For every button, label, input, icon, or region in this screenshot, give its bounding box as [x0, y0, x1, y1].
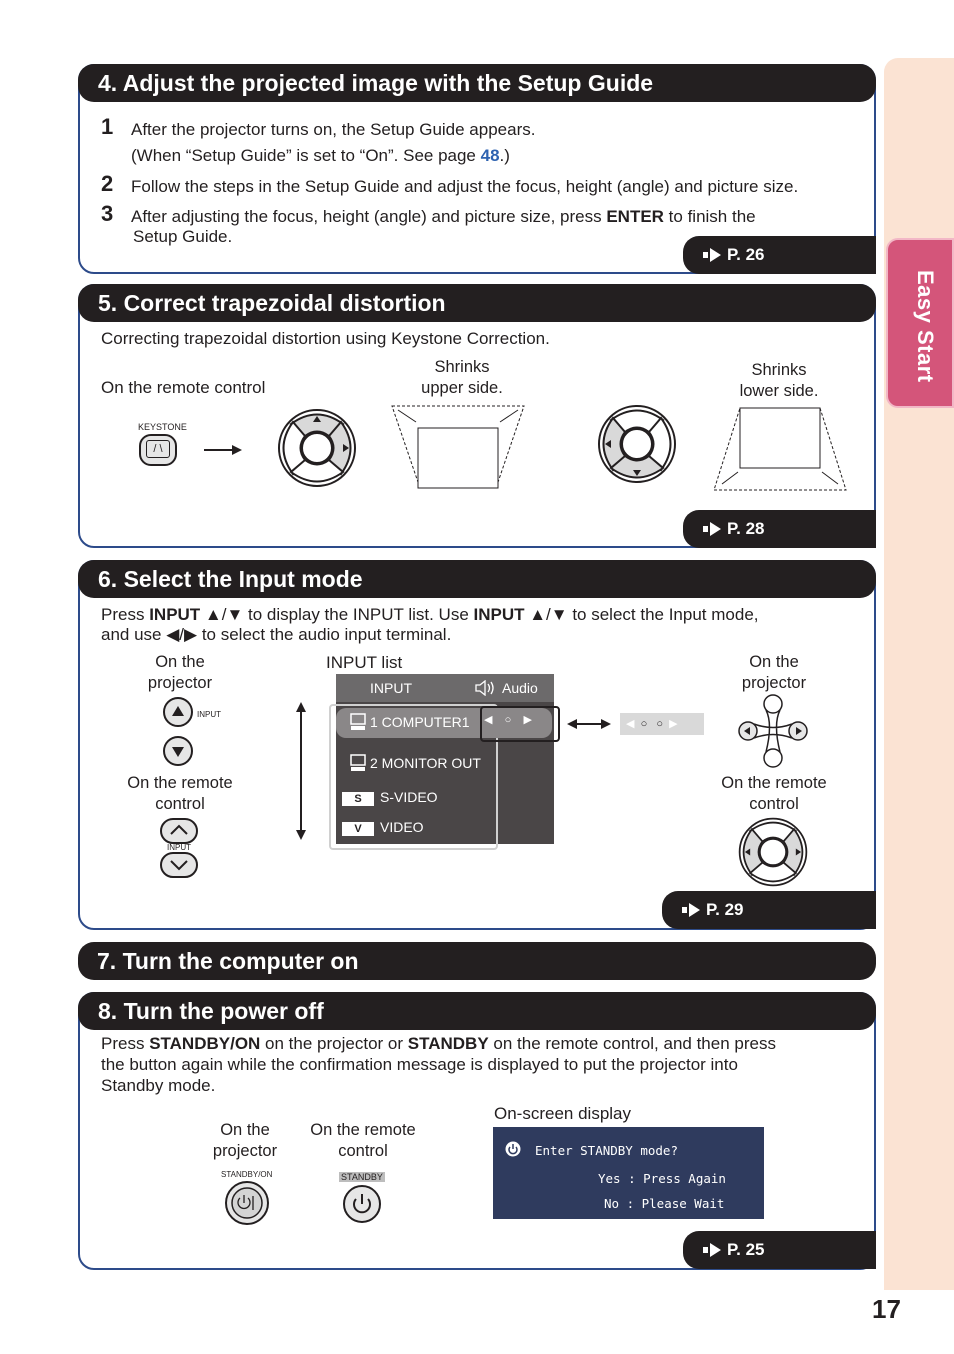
arrow-right-icon — [703, 521, 725, 537]
projector-right-label — [724, 652, 824, 694]
section-6-line2: and use ◀/▶ to select the audio input terminal. — [101, 625, 452, 644]
dpad-down-pressed-icon — [596, 403, 678, 485]
input-item-label-1: 1 COMPUTER1 — [370, 714, 470, 730]
projector-input-up-button[interactable] — [162, 696, 194, 728]
remote-left-label — [115, 773, 245, 815]
ref-p25[interactable] — [683, 1231, 876, 1269]
step-1-note — [131, 145, 510, 166]
audio-terminal-strip: ◀ ○ ○ ▶ — [620, 713, 704, 735]
input-list-header — [336, 674, 554, 702]
s6-input-2: INPUT — [473, 605, 525, 624]
remote-power-label — [300, 1120, 426, 1162]
projector-power-label — [200, 1120, 290, 1162]
section-5-title: 5. Correct trapezoidal distortion — [98, 290, 446, 316]
s8-standby: STANDBY — [407, 1034, 489, 1053]
ref-p29-label: P. 29 — [706, 900, 744, 919]
shrinks-upper-l1: Shrinks — [434, 358, 490, 376]
trapezoid-upper-diagram — [388, 402, 528, 494]
projector-left-label — [130, 652, 230, 694]
section-8-line3: Standby mode. — [101, 1076, 216, 1095]
remote-left-l1: On the remote — [127, 774, 233, 792]
remote-power-l1: On the remote — [310, 1121, 416, 1139]
shrinks-upper-label — [400, 357, 524, 399]
keystone-label: KEYSTONE — [138, 422, 187, 432]
projector-power-l1: On the — [220, 1121, 270, 1139]
s6-l1-e: ▲/▼ to select the Input mode, — [524, 605, 759, 624]
projector-input-small-label: INPUT — [197, 710, 221, 719]
remote-control-label: On the remote control — [101, 378, 266, 397]
section-7-title: 7. Turn the computer on — [97, 948, 359, 974]
horizontal-double-arrow-icon — [567, 717, 611, 731]
speaker-icon — [474, 680, 496, 696]
section-8-line1 — [101, 1033, 776, 1054]
ref-p28-label: P. 28 — [727, 519, 765, 538]
s6-input-1: INPUT — [149, 605, 201, 624]
shrinks-lower-l2: lower side. — [739, 382, 819, 400]
input-item-label-2[interactable]: 2 MONITOR OUT — [370, 755, 481, 771]
shrinks-upper-l2: upper side. — [421, 379, 503, 397]
remote-right-l2: control — [749, 795, 799, 813]
step-3-number: 3 — [101, 201, 114, 226]
projector-left-l1: On the — [155, 653, 205, 671]
step-3-b: to finish the — [663, 207, 756, 226]
projector-arrow-cluster-icon[interactable] — [736, 694, 810, 768]
step-3-text-cont: Setup Guide. — [133, 227, 233, 246]
remote-input-down-button[interactable] — [160, 852, 198, 878]
standby-on-small-label: STANDBY/ON — [221, 1170, 273, 1179]
remote-left-l2: control — [155, 795, 205, 813]
ref-p28[interactable] — [683, 510, 876, 548]
projector-standby-on-button[interactable] — [223, 1180, 271, 1226]
keystone-button[interactable] — [132, 420, 192, 470]
section-4-title: 4. Adjust the projected image with the Setup Guide — [98, 70, 654, 96]
input-header-label: INPUT — [370, 680, 412, 696]
step-3-text — [131, 206, 756, 227]
input-item-label-3: S-VIDEO — [380, 789, 438, 805]
arrow-right-icon — [703, 247, 725, 263]
step-1-note-b: .) — [499, 146, 510, 165]
page-number: 17 — [872, 1294, 901, 1324]
remote-right-l1: On the remote — [721, 774, 827, 792]
step-1-note-a: (When “Setup Guide” is set to “On”. See page — [131, 146, 481, 165]
projector-power-l2: projector — [212, 1142, 278, 1160]
osd-line-2: Yes : Press Again — [598, 1171, 726, 1186]
step-1-text: After the projector turns on, the Setup Guide appears. — [131, 120, 536, 139]
arrow-right-icon — [682, 902, 704, 918]
input-item-svideo[interactable] — [342, 789, 438, 806]
arrow-right-icon — [202, 442, 244, 458]
easy-start-tab[interactable] — [886, 238, 954, 408]
monitor-icon — [350, 713, 366, 731]
remote-standby-button[interactable] — [342, 1184, 382, 1224]
osd-line-1: Enter STANDBY mode? — [535, 1143, 678, 1158]
trapezoid-lower-diagram — [710, 406, 850, 494]
projector-right-l1: On the — [749, 653, 799, 671]
audio-header-label: Audio — [502, 680, 538, 696]
easy-start-label: Easy Start — [913, 270, 938, 383]
dpad-left-right-pressed-icon[interactable] — [737, 816, 809, 888]
dpad-up-pressed-icon — [276, 407, 358, 489]
monitor-icon — [350, 754, 366, 772]
osd-screen — [493, 1127, 764, 1219]
s6-l1-a: Press — [101, 605, 150, 624]
section-6-line1 — [101, 604, 759, 625]
section-5-intro: Correcting trapezoidal distortion using Keystone Correction. — [101, 329, 550, 348]
projector-right-l2: projector — [741, 674, 807, 692]
ref-p26[interactable] — [683, 236, 876, 274]
osd-label: On-screen display — [494, 1104, 632, 1123]
input-list-label: INPUT list — [326, 653, 403, 672]
section-8-title: 8. Turn the power off — [98, 998, 324, 1024]
input-item-label-4: VIDEO — [380, 819, 424, 835]
step-2-number: 2 — [101, 171, 114, 196]
standby-small-label: STANDBY — [341, 1172, 383, 1182]
video-badge: V — [342, 822, 374, 836]
s8-l1-a: Press — [101, 1034, 150, 1053]
vertical-double-arrow-icon — [294, 702, 308, 840]
audio-selector-inner: ◀ ○ ▶ — [484, 714, 533, 726]
page-48-link[interactable]: 48 — [480, 146, 500, 165]
svideo-badge: S — [342, 792, 374, 806]
remote-input-small-label: INPUT — [167, 843, 191, 852]
step-2-text: Follow the steps in the Setup Guide and adjust the focus, height (angle) and picture size. — [131, 177, 799, 196]
shrinks-lower-l1: Shrinks — [751, 361, 807, 379]
remote-power-l2: control — [338, 1142, 388, 1160]
shrinks-lower-label — [722, 360, 836, 402]
ref-p25-label: P. 25 — [727, 1240, 765, 1259]
s8-standby-on: STANDBY/ON — [149, 1034, 261, 1053]
projector-input-down-button[interactable] — [162, 735, 194, 767]
projector-left-l2: projector — [147, 674, 213, 692]
input-item-video[interactable] — [342, 819, 424, 836]
step-3-a: After adjusting the focus, height (angle) and picture size, press — [131, 207, 607, 226]
section-8-line2: the button again while the confirmation message is displayed to put the projector into — [101, 1055, 738, 1074]
enter-key: ENTER — [606, 207, 664, 226]
power-icon — [505, 1141, 521, 1157]
arrow-right-icon — [703, 1242, 725, 1258]
remote-right-label — [709, 773, 839, 815]
keystone-glyph: / \ — [146, 440, 170, 458]
s6-l1-c: ▲/▼ to display the INPUT list. Use — [200, 605, 474, 624]
s8-l1-e: on the remote control, and then press — [488, 1034, 776, 1053]
step-1-number: 1 — [101, 114, 114, 139]
remote-input-up-button[interactable] — [160, 818, 198, 844]
ref-p29[interactable] — [662, 891, 876, 929]
s8-l1-c: on the projector or — [260, 1034, 408, 1053]
osd-line-3: No : Please Wait — [604, 1196, 725, 1211]
ref-p26-label: P. 26 — [727, 245, 765, 264]
section-6-title: 6. Select the Input mode — [98, 566, 363, 592]
